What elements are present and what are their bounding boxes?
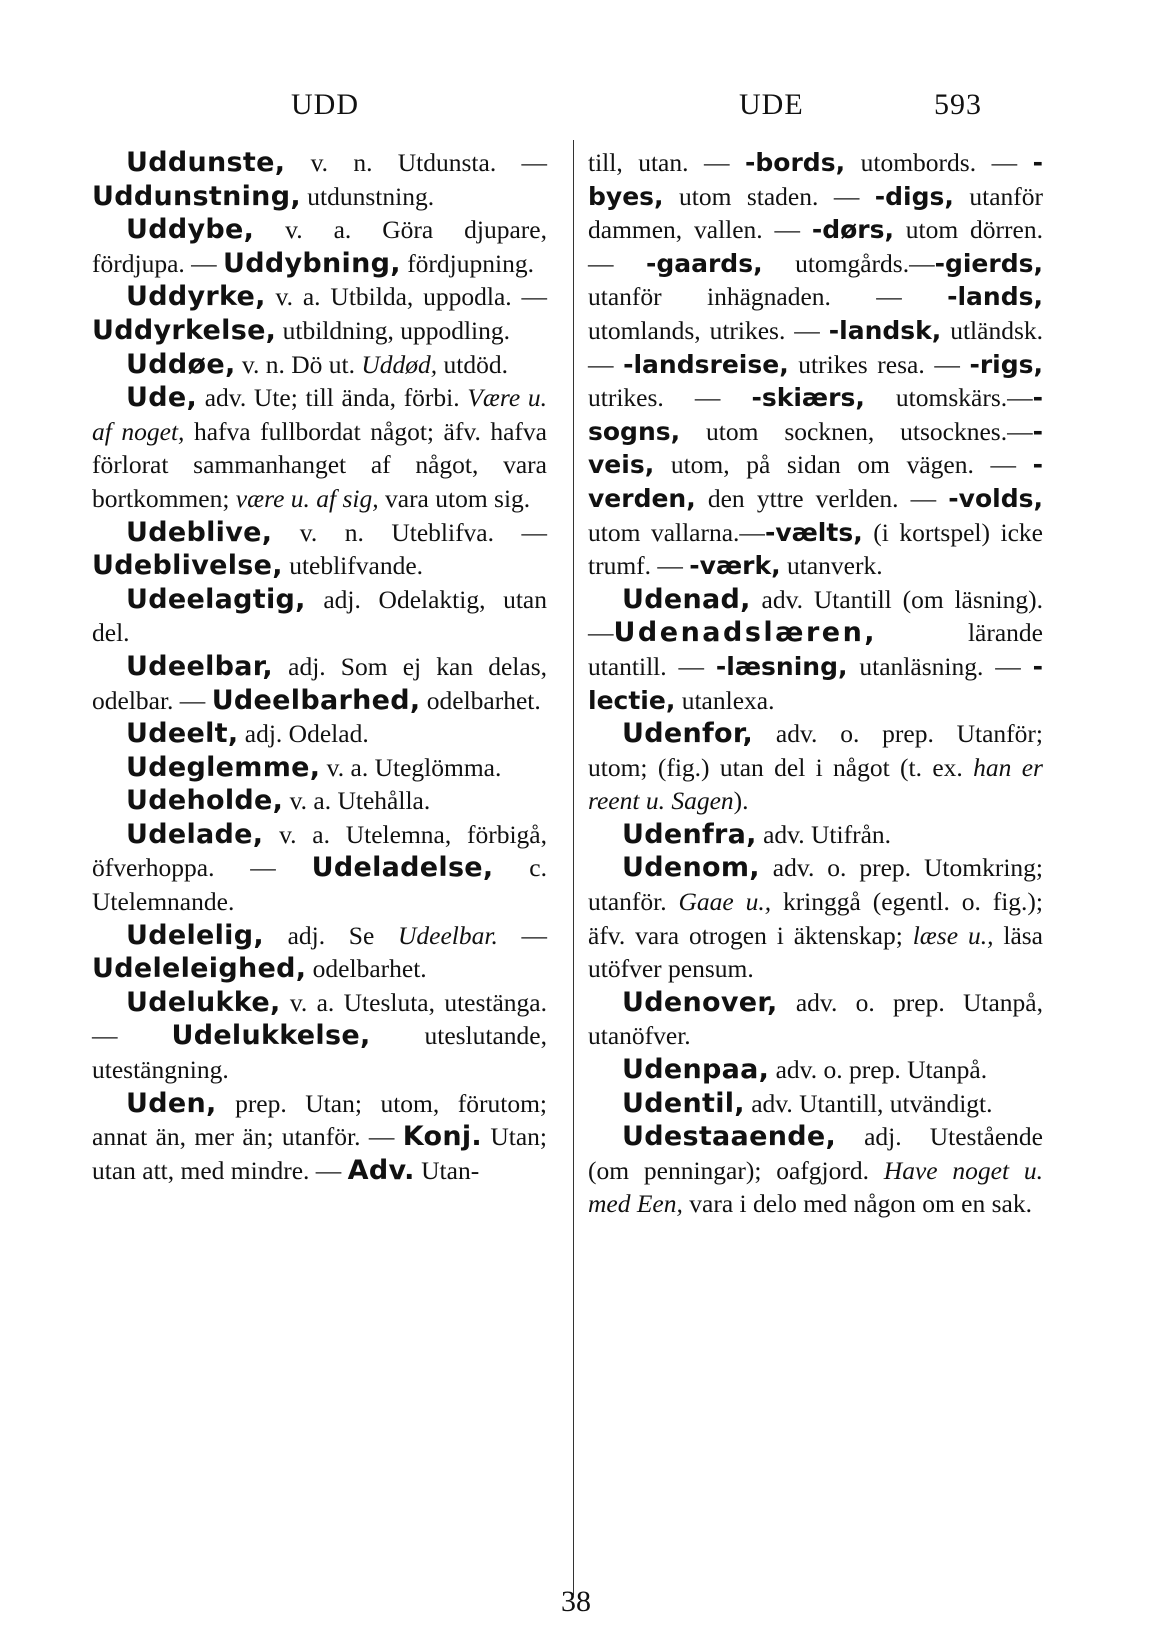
definition-text: utanläsning. —: [847, 651, 1033, 681]
dictionary-entry: [92, 650, 547, 717]
dictionary-entry: [92, 919, 547, 986]
definition-text: den yttre verlden. —: [695, 483, 949, 513]
definition-text: utom, på sidan om vägen. —: [654, 450, 1033, 480]
headword: Ude,: [126, 382, 198, 414]
example-italic: Udeelbar.: [397, 920, 498, 950]
headword: Udenom,: [622, 852, 760, 884]
headword: Udeglemme,: [126, 751, 321, 783]
definition-text: v. a. Utesluta, utestänga. —: [92, 987, 547, 1051]
definition-text: utombords. —: [845, 148, 1033, 177]
sub-headword: -sogns,: [588, 383, 1044, 446]
headword: Konj.: [402, 1121, 482, 1153]
example-italic: være u. af sig,: [235, 483, 379, 513]
dictionary-entry: [92, 516, 547, 583]
definition-text: prep. Utan; utom, förutom; annat än, mer än; utanför. —: [92, 1088, 547, 1152]
headword: Udeblivelse,: [92, 550, 283, 582]
definition-text: (i kortspel) icke trumf. —: [588, 517, 1043, 581]
dictionary-entry: [92, 818, 547, 919]
definition-text: adv. Ute; till ända, förbi.: [197, 383, 468, 413]
headword: Udeelbarhed,: [211, 684, 421, 716]
definition-text: Utan-: [414, 1155, 480, 1185]
definition-text: fördjupning.: [400, 248, 534, 278]
dictionary-entry: [92, 146, 547, 213]
example-italic: Gaae u.,: [678, 887, 772, 917]
sub-headword: -veis,: [588, 416, 1043, 480]
headword: Udeleleighed,: [92, 953, 307, 985]
dictionary-entry: [588, 1053, 1043, 1087]
definition-text: v. n. Utdunsta. —: [285, 148, 547, 177]
header-left-guideword: UDD: [291, 88, 359, 121]
example-italic: læse u.,: [912, 920, 994, 950]
headword: Udentil,: [622, 1087, 745, 1119]
headword: Udeelagtig,: [126, 583, 306, 615]
sub-headword: -landsreise,: [623, 349, 789, 379]
dictionary-entry: [588, 986, 1043, 1053]
dictionary-entry: [588, 1120, 1043, 1221]
definition-text: utrikes. —: [588, 383, 752, 413]
dictionary-entry: [92, 280, 547, 347]
definition-text: utomskärs.—: [864, 383, 1033, 413]
page-number: 593: [934, 88, 982, 121]
sub-headword: -bords,: [745, 148, 846, 177]
definition-text: utom dörren. —: [588, 215, 1043, 278]
sub-headword: -lands,: [947, 282, 1043, 312]
headword: Udestaaende,: [622, 1121, 837, 1153]
definition-text: utdöd.: [437, 349, 508, 379]
definition-text: odelbarhet.: [420, 685, 541, 715]
headword: Udenpaa,: [622, 1054, 770, 1086]
definition-text: till, utan. —: [588, 148, 746, 177]
headword: Udenfra,: [622, 818, 757, 850]
definition-text: vara i delo med någon om en sak.: [682, 1189, 1032, 1219]
dictionary-entry: [588, 851, 1043, 985]
left-column: [92, 146, 547, 1187]
header-center-guideword: UDE: [739, 88, 804, 121]
definition-text: Utan; utan att, med mindre. —: [92, 1122, 547, 1185]
definition-text: adv. o. prep. Utanpå.: [769, 1055, 988, 1085]
definition-text: utomgårds.—: [762, 248, 935, 278]
headword: Udeblive,: [126, 516, 273, 548]
definition-text: adj. Utestående (om penningar); oafgjord.: [588, 1122, 1043, 1185]
definition-text: adv. Utifrån.: [756, 819, 892, 849]
right-column: [588, 146, 1043, 1221]
sub-headword: -volds,: [948, 483, 1043, 513]
sub-headword: -værk,: [689, 551, 781, 581]
definition-text: utbildning, uppodling.: [276, 315, 510, 345]
definition-text: —: [497, 920, 548, 950]
dictionary-entry: [588, 583, 1043, 717]
dictionary-entry: [92, 213, 547, 280]
headword: Udenadslæren,: [613, 617, 878, 649]
headword: Uddøe,: [126, 348, 236, 380]
definition-text: utanför inhägnaden. —: [588, 282, 948, 312]
definition-text: hafva fullbordat något; äfv. hafva förlorat sammanhanget af något, vara bortkommen;: [92, 416, 547, 513]
definition-text: adv. o. prep. Utomkring; utanför.: [588, 853, 1043, 917]
headword: Uddyrkelse,: [92, 314, 277, 346]
headword: Uden,: [126, 1087, 217, 1119]
headword: Udeholde,: [126, 785, 284, 817]
headword: Udelelig,: [126, 919, 264, 951]
definition-text: v. a. Utehålla.: [283, 786, 431, 816]
sub-headword: -verden,: [588, 450, 1043, 513]
headword: Udelukkelse,: [171, 1020, 371, 1052]
definition-text: adv. Utantill (om läsning).—: [588, 584, 1043, 648]
headword: Udelade,: [126, 818, 264, 850]
definition-text: uteslutande, utestängning.: [92, 1021, 547, 1085]
dictionary-entry: [92, 986, 547, 1087]
example-italic: Være u. af noget,: [92, 383, 547, 446]
definition-text: vara utom sig.: [378, 483, 531, 513]
dictionary-entry: [92, 784, 547, 818]
definition-text: adv. o. prep. Utanför; utom; (fig.) utan del i något (t. ex.: [588, 719, 1043, 782]
example-italic: Uddød,: [361, 349, 438, 379]
definition-text: adv. o. prep. Utanpå, utanöfver.: [588, 987, 1043, 1051]
headword: Udenover,: [622, 986, 778, 1018]
headword: Udeelt,: [126, 718, 239, 750]
headword: Udelukke,: [126, 986, 281, 1018]
example-italic: han er reent u. Sagen: [588, 752, 1043, 816]
dictionary-entry: [588, 717, 1043, 818]
dictionary-entry: [92, 717, 547, 751]
definition-text: c. Utelemnande.: [92, 853, 547, 917]
definition-text: v. a. Uteglömma.: [320, 752, 502, 782]
headword: Udeladelse,: [311, 852, 494, 884]
definition-text: utdunstning.: [300, 181, 435, 211]
signature-mark: 38: [561, 1585, 591, 1618]
definition-text: utanför dammen, vallen. —: [588, 181, 1043, 245]
definition-text: utom socknen, utsocknes.—: [680, 416, 1033, 446]
definition-text: utländsk. —: [588, 315, 1043, 379]
sub-headword: -rigs,: [969, 349, 1043, 379]
definition-text: läsa utöfver pensum.: [588, 920, 1043, 984]
sub-headword: -byes,: [588, 148, 1043, 211]
dictionary-entry: [588, 818, 1043, 852]
example-italic: Have noget u. med Een,: [588, 1155, 1043, 1219]
definition-text: v. a. Utbilda, uppodla. —: [265, 282, 547, 312]
definition-text: adj. Se: [263, 920, 398, 950]
dictionary-entry: [92, 1087, 547, 1188]
definition-text: v. n. Dö ut.: [235, 349, 362, 379]
dictionary-entry: [92, 751, 547, 785]
column-divider: [573, 140, 574, 1595]
definition-text: ).: [733, 786, 749, 816]
definition-text: utomlands, utrikes. —: [588, 315, 829, 345]
headword: Uddybe,: [126, 214, 255, 246]
sub-headword: -gaards,: [645, 248, 763, 278]
definition-text: utom vallarna.—: [588, 517, 765, 547]
sub-headword: -læsning,: [715, 651, 848, 681]
definition-text: v. n. Uteblifva. —: [272, 517, 547, 547]
headword: Uddyrke,: [126, 281, 266, 313]
headword: Uddunste,: [126, 147, 286, 178]
definition-text: kringgå (egentl. o. fig.); äfv. vara otrogen i äktenskap;: [588, 887, 1043, 950]
sub-headword: -lectie,: [588, 651, 1043, 715]
headword: Udenad,: [622, 583, 751, 615]
sub-headword: -landsk,: [828, 315, 942, 345]
definition-text: adj. Odelaktig, utan del.: [92, 584, 547, 648]
definition-text: utrikes resa. —: [788, 349, 970, 379]
definition-text: v. a. Göra djupare, fördjupa. —: [92, 215, 547, 278]
headword: Udenfor,: [622, 718, 754, 750]
sub-headword: -skiærs,: [751, 383, 865, 413]
headword: Adv.: [347, 1154, 415, 1186]
definition-text: utanlexa.: [675, 685, 775, 715]
definition-text: adj. Som ej kan delas, odelbar. —: [92, 651, 547, 715]
definition-text: uteblifvande.: [282, 551, 424, 581]
headword: Uddunstning,: [92, 180, 301, 212]
definition-text: adv. Utantill, utvändigt.: [744, 1088, 993, 1118]
definition-text: odelbarhet.: [306, 954, 427, 984]
dictionary-entry: [92, 381, 547, 515]
dictionary-entry: [588, 1087, 1043, 1121]
headword: Udeelbar,: [126, 650, 273, 682]
dictionary-entry: [92, 348, 547, 382]
definition-text: v. a. Utelemna, förbigå, öfverhoppa. —: [92, 819, 547, 883]
definition-text: lärande utantill. —: [588, 618, 1043, 681]
sub-headword: -gierds,: [934, 248, 1043, 278]
definition-text: utom staden. —: [663, 181, 875, 211]
dictionary-entry: [92, 583, 547, 650]
definition-text: adj. Odelad.: [238, 719, 369, 749]
dictionary-entry: [588, 146, 1043, 583]
sub-headword: -vælts,: [764, 517, 863, 547]
sub-headword: -dørs,: [811, 215, 894, 245]
headword: Uddybning,: [223, 247, 401, 279]
definition-text: utanverk.: [780, 551, 883, 581]
sub-headword: -digs,: [874, 181, 954, 211]
